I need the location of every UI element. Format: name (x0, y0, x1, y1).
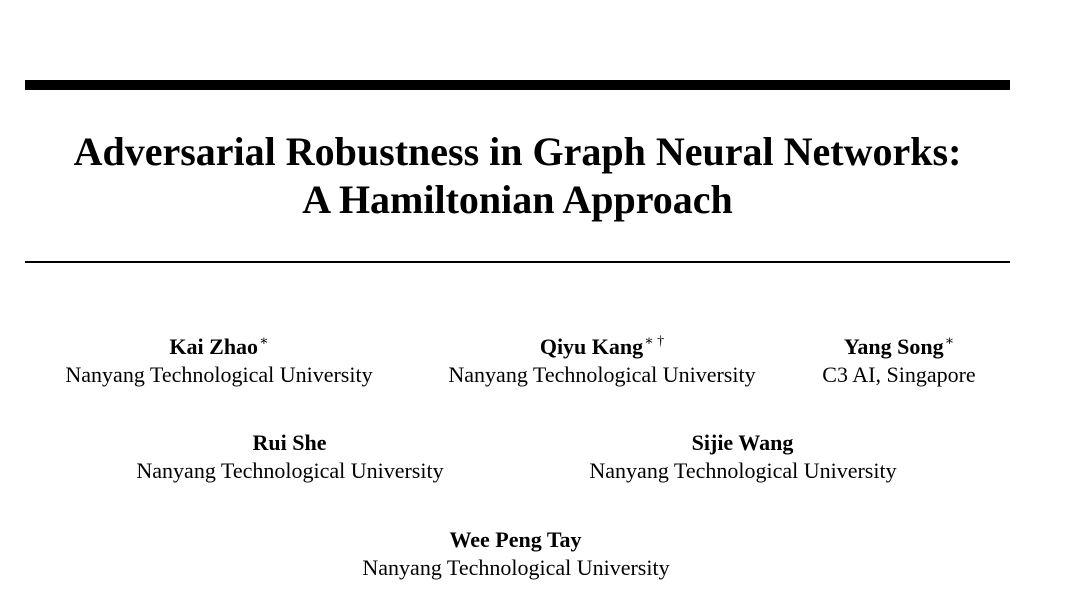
author-name: Qiyu Kang∗ † (539, 334, 665, 359)
author-name: Wee Peng Tay (449, 527, 582, 552)
author-affiliation: Nanyang Technological University (448, 362, 756, 387)
top-rule (25, 80, 1010, 90)
title-line-1: Adversarial Robustness in Graph Neural Networks: (73, 129, 962, 174)
author-footnote-marks: ∗ (944, 334, 955, 349)
author-block (136, 429, 443, 485)
author-footnote-marks: ∗ † (644, 334, 665, 349)
author-block (448, 333, 755, 389)
author-block (362, 526, 669, 582)
author-block (65, 333, 372, 389)
author-affiliation: C3 AI, Singapore (822, 362, 976, 387)
author-footnote-marks: ∗ (259, 334, 269, 349)
author-block (589, 429, 896, 485)
title-line-2: A Hamiltonian Approach (302, 177, 733, 222)
author-affiliation: Nanyang Technological University (136, 458, 444, 483)
author-name: Kai Zhao∗ (169, 334, 269, 359)
title-bottom-rule (25, 261, 1010, 263)
author-name: Rui She (252, 430, 327, 455)
author-affiliation: Nanyang Technological University (589, 458, 897, 483)
author-affiliation: Nanyang Technological University (362, 555, 670, 580)
author-name: Sijie Wang (691, 430, 794, 455)
paper-title (25, 128, 1010, 224)
author-block (822, 333, 975, 389)
author-name: Yang Song∗ (843, 334, 955, 359)
author-affiliation: Nanyang Technological University (65, 362, 373, 387)
